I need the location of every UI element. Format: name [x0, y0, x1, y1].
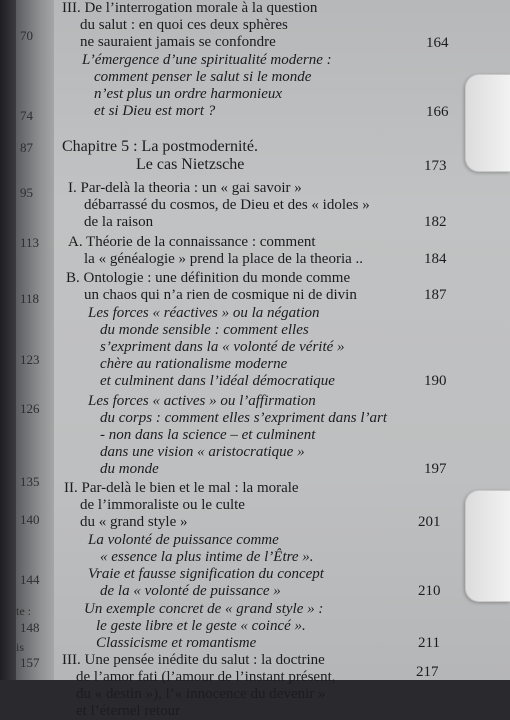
toc-entry-line: - non dans la science – et culminent: [100, 427, 316, 443]
toc-page-number: 211: [418, 635, 440, 651]
page-tab-marker: [465, 490, 510, 602]
toc-entry-line: chère au rationalisme moderne: [100, 356, 288, 372]
facing-page-number: 157: [20, 655, 40, 670]
toc-entry-line: débarrassé du cosmos, de Dieu et des « idoles »: [84, 197, 370, 213]
toc-entry-line: A. Théorie de la connaissance : comment: [68, 234, 316, 250]
facing-page-fragment: is: [16, 640, 25, 654]
toc-entry-line: de l’immoraliste ou le culte: [80, 497, 245, 513]
toc-entry-line: de l’amor fati (l’amour de l’instant présent,: [76, 669, 336, 685]
toc-page-number: 184: [424, 251, 447, 267]
toc-entry-line: et l’éternel retour: [76, 703, 181, 719]
toc-page-number: 210: [418, 583, 441, 599]
toc-entry-line: Classicisme et romantisme: [96, 635, 257, 651]
toc-entry-line: ne sauraient jamais se confondre: [80, 34, 276, 50]
toc-entry-line: du monde: [100, 461, 159, 477]
toc-entry-line: et si Dieu est mort ?: [94, 103, 216, 119]
toc-entry-line: du corps : comment elles s’expriment dans l’art: [100, 410, 388, 426]
toc-page-number: 187: [424, 287, 447, 303]
table-of-contents-page: [54, 0, 510, 719]
facing-page-number: 126: [20, 401, 40, 416]
toc-page-number: 217: [416, 664, 439, 680]
toc-page-number: 190: [424, 373, 447, 389]
toc-entry-line: III. De l’interrogation morale à la question: [62, 0, 318, 16]
facing-page-number: 70: [20, 28, 33, 43]
facing-page-number: 87: [20, 140, 33, 155]
toc-entry-line: la « généalogie » prend la place de la theoria ..: [84, 251, 364, 267]
facing-page-number: 135: [20, 474, 40, 489]
toc-entry-line: Le cas Nietzsche: [136, 156, 245, 173]
toc-page-number: 173: [424, 158, 447, 174]
toc-entry-line: un chaos qui n’a rien de cosmique ni de divin: [84, 287, 357, 303]
toc-page-number: 201: [418, 514, 441, 530]
toc-entry-line: s’expriment dans la « volonté de vérité »: [100, 339, 345, 355]
toc-entry-line: dans une vision « aristocratique »: [100, 444, 305, 460]
page-tab-marker: [465, 74, 510, 172]
toc-entry-line: B. Ontologie : une définition du monde comme: [66, 270, 351, 286]
facing-page-number: 123: [20, 352, 40, 367]
toc-entry-line: L’émergence d’une spiritualité moderne :: [82, 52, 332, 68]
toc-entry-line: La volonté de puissance comme: [88, 532, 279, 548]
toc-entry-line: III. Une pensée inédite du salut : la doctrine: [62, 652, 325, 668]
facing-page-number: 140: [20, 512, 40, 527]
facing-page-number: 95: [20, 185, 33, 200]
toc-entry-line: II. Par-delà le bien et le mal : la morale: [64, 480, 299, 496]
book-spine-shadow: [0, 0, 16, 680]
toc-entry-line: de la raison: [84, 214, 154, 230]
toc-page-number: 166: [426, 104, 449, 120]
toc-entry-line: du salut : en quoi ces deux sphères: [80, 17, 288, 33]
facing-page-number: 144: [20, 572, 40, 587]
toc-entry-line: « essence la plus intime de l’Être ».: [100, 549, 314, 565]
toc-entry-line: et culminent dans l’idéal démocratique: [100, 373, 335, 389]
toc-page-number: 197: [424, 461, 447, 477]
toc-entry-line: du « grand style »: [80, 514, 188, 530]
toc-entry-line: I. Par-delà la theoria : un « gai savoir »: [68, 180, 302, 196]
toc-entry-line: Vraie et fausse signification du concept: [88, 566, 324, 582]
toc-entry-line: Chapitre 5 : La postmodernité.: [62, 138, 258, 155]
toc-entry-line: n’est plus un ordre harmonieux: [94, 86, 283, 102]
toc-page-number: 164: [426, 35, 449, 51]
facing-page-fragment: te :: [16, 604, 31, 618]
toc-page-number: 182: [424, 214, 447, 230]
toc-entry-line: du monde sensible : comment elles: [100, 322, 309, 338]
toc-entry-line: de la « volonté de puissance »: [100, 583, 281, 599]
facing-page-margin: [16, 0, 54, 680]
toc-entry-line: Les forces « réactives » ou la négation: [88, 305, 320, 321]
facing-page-number: 113: [20, 235, 40, 250]
facing-page-number: 118: [20, 291, 40, 306]
toc-entry-line: comment penser le salut si le monde: [94, 69, 312, 85]
toc-entry-line: du « destin »), l’« innocence du devenir »: [76, 686, 326, 702]
toc-entry-line: Un exemple concret de « grand style » :: [84, 601, 324, 617]
facing-page-number: 148: [20, 620, 40, 635]
facing-page-number: 74: [20, 108, 33, 123]
toc-entry-line: Les forces « actives » ou l’affirmation: [88, 393, 316, 409]
toc-entry-line: le geste libre et le geste « coincé ».: [96, 618, 306, 634]
